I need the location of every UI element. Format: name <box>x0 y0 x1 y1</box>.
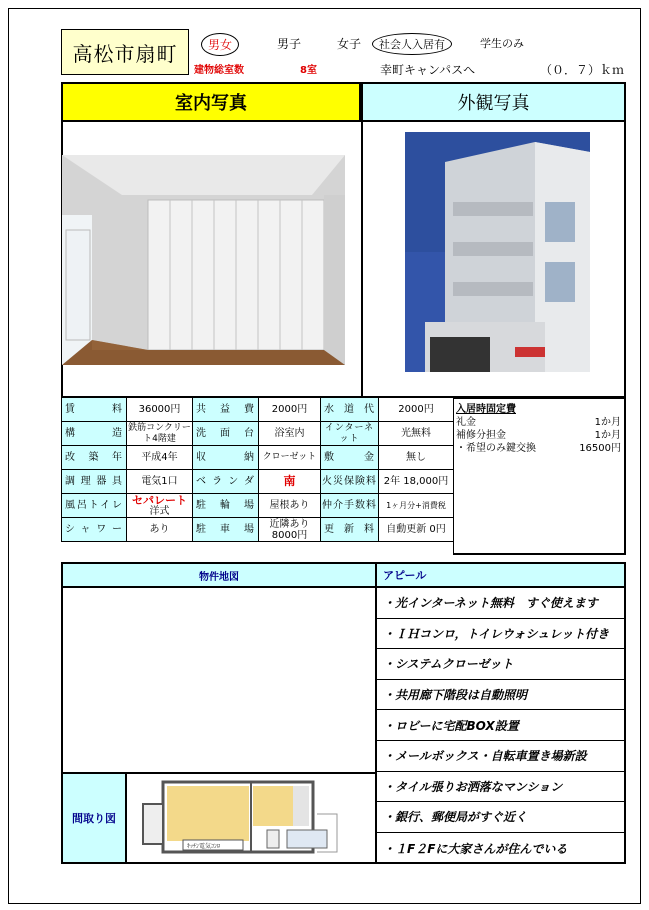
tenant-type-selected: 社会人入居有 <box>372 33 452 55</box>
list-item <box>454 429 624 442</box>
campus-label: 幸町キャンパスへ <box>380 63 476 77</box>
total-rooms-value: 8室 <box>300 65 317 76</box>
map-title: 物件地図 <box>61 562 377 588</box>
property-map <box>61 588 377 774</box>
spec-value: 2000円 <box>259 398 321 422</box>
interior-photo <box>62 155 345 365</box>
spec-value: 1ヶ月分+消費税 <box>379 494 454 518</box>
spec-label: 風呂トイレ <box>62 494 127 518</box>
spec-value: 自動更新 0円 <box>379 518 454 542</box>
student-only: 学生のみ <box>480 37 524 50</box>
fee-label: ・希望のみ鍵交換 <box>456 443 536 454</box>
city-name: 高松市扇町 <box>61 29 189 75</box>
spec-label: 調理器具 <box>62 470 127 494</box>
list-item: ・タイル張りお洒落なマンション <box>377 772 624 803</box>
spec-label: インターネット <box>321 422 379 446</box>
floorplan-image <box>127 774 375 862</box>
list-item: ・銀行、郵便局がすぐ近く <box>377 802 624 833</box>
table-row <box>62 494 454 518</box>
appeal-title: アピール <box>377 562 626 588</box>
spec-value: 近隣あり 8000円 <box>259 518 321 542</box>
spec-value: 洋式 <box>149 505 170 517</box>
spec-label: 仲介手数料 <box>321 494 379 518</box>
spec-value: 平成4年 <box>127 446 193 470</box>
list-item: ・ロビーに宅配BOX設置 <box>377 710 624 741</box>
list-item: ・メールボックス・自転車置き場新設 <box>377 741 624 772</box>
table-row <box>62 518 454 542</box>
spec-value-cell <box>127 494 193 518</box>
list-item: ・光インターネット無料 すぐ使えます <box>377 588 624 619</box>
spec-label: 賃料 <box>62 398 127 422</box>
spec-value: 屋根あり <box>259 494 321 518</box>
list-item: ・共用廊下階段は自動照明 <box>377 680 624 711</box>
fee-label: 礼金 <box>456 417 476 428</box>
spec-label: 洗面台 <box>193 422 259 446</box>
spec-value: あり <box>127 518 193 542</box>
fee-value: 1か月 <box>594 430 621 441</box>
gender-coed-selected: 男女 <box>201 33 239 56</box>
spec-label: ベランダ <box>193 470 259 494</box>
list-item: ・システムクローゼット <box>377 649 624 680</box>
spec-label: 駐車場 <box>193 518 259 542</box>
gender-female: 女子 <box>337 37 362 51</box>
fee-label: 補修分担金 <box>456 430 506 441</box>
spec-value: 2000円 <box>379 398 454 422</box>
spec-value: 無し <box>379 446 454 470</box>
list-item <box>454 416 624 429</box>
floorplan-label: 間取り図 <box>61 774 127 864</box>
spec-value: 36000円 <box>127 398 193 422</box>
spec-label: 水道代 <box>321 398 379 422</box>
spec-label: 共益費 <box>193 398 259 422</box>
spec-label: シャワー <box>62 518 127 542</box>
spec-label: 火災保険料 <box>321 470 379 494</box>
fee-value: 16500円 <box>579 443 621 454</box>
spec-label: 更新料 <box>321 518 379 542</box>
campus-distance: （０．７）ｋｍ <box>540 63 625 77</box>
spec-label: 構造 <box>62 422 127 446</box>
table-row <box>62 446 454 470</box>
total-rooms-label: 建物総室数 <box>194 65 244 76</box>
fee-value: 1か月 <box>594 417 621 428</box>
floorplan <box>127 774 377 864</box>
interior-photo-title: 室内写真 <box>61 82 361 122</box>
spec-label: 収納 <box>193 446 259 470</box>
spec-value: 2年 18,000円 <box>379 470 454 494</box>
spec-value: クローゼット <box>259 446 321 470</box>
table-row <box>62 470 454 494</box>
move-in-fees <box>453 397 626 555</box>
spec-label: 改築年 <box>62 446 127 470</box>
spec-value: 南 <box>259 470 321 494</box>
list-item <box>454 442 624 455</box>
spec-value: 鉄筋コンクリート4階建 <box>128 422 191 444</box>
kitchen-label: ｷｯﾁﾝ電気ｺﾝﾛ <box>187 843 221 850</box>
spec-label: 敷金 <box>321 446 379 470</box>
table-row <box>62 422 454 446</box>
list-item: ・１F２Fに大家さんが住んでいる <box>383 841 568 856</box>
exterior-photo <box>405 132 590 372</box>
fees-title: 入居時固定費 <box>456 404 516 415</box>
spec-value-highlight: セパレート <box>132 493 187 507</box>
spec-value: 電気1口 <box>127 470 193 494</box>
list-item: ・ＩＨコンロ，トイレウォシュレット付き <box>377 619 624 650</box>
spec-value: 光無料 <box>379 422 454 446</box>
spec-table <box>61 397 454 542</box>
spec-value: 浴室内 <box>259 422 321 446</box>
appeal-list <box>377 588 626 864</box>
table-row <box>62 398 454 422</box>
exterior-photo-title: 外観写真 <box>361 82 626 122</box>
gender-male: 男子 <box>277 37 302 51</box>
spec-label: 駐輪場 <box>193 494 259 518</box>
